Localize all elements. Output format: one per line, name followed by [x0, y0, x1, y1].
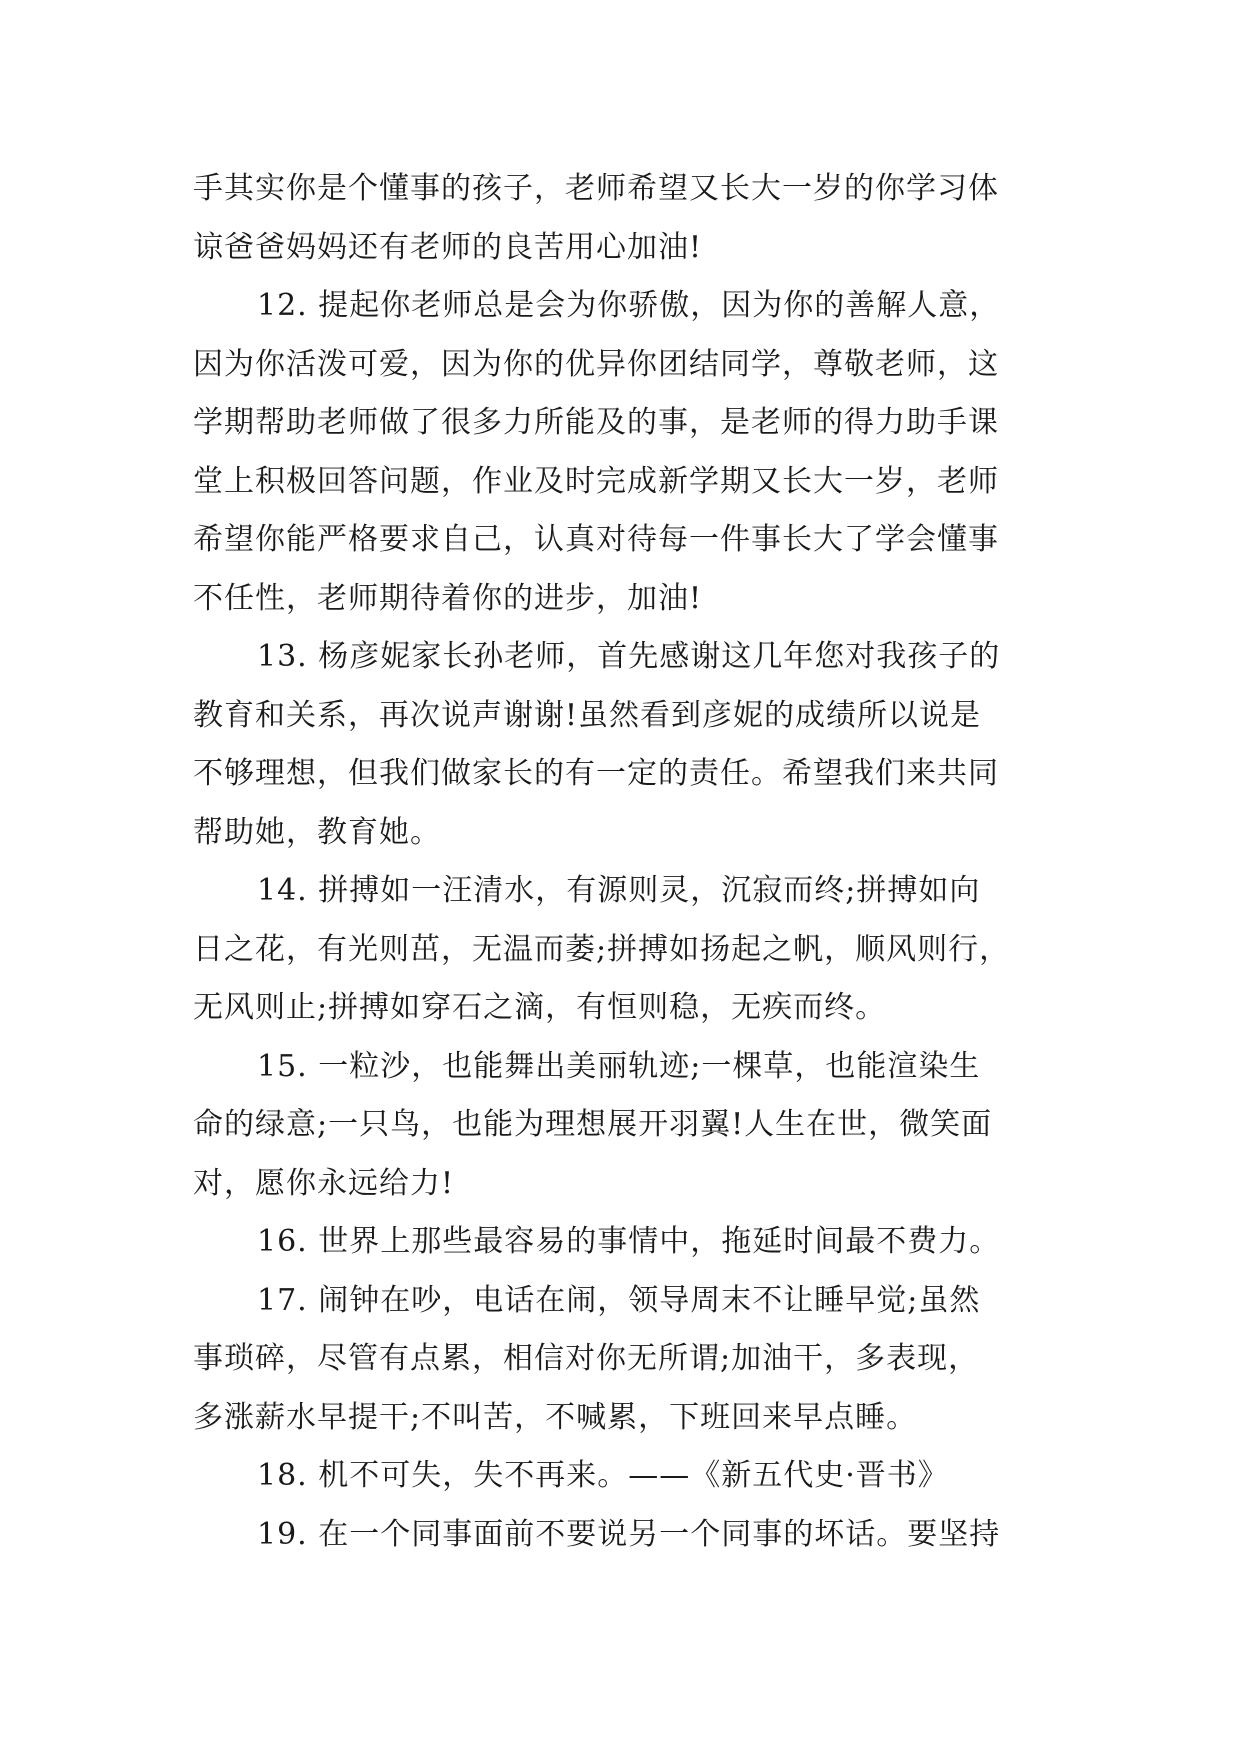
text-line: 16. 世界上那些最容易的事情中，拖延时间最不费力。 — [257, 1224, 1001, 1259]
paragraph-11-continuation — [193, 160, 1073, 277]
paragraph-13 — [193, 628, 1073, 862]
text-line: 学期帮助老师做了很多力所能及的事，是老师的得力助手课 — [193, 405, 999, 440]
text-line: 17. 闹钟在吵，电话在闹，领导周末不让睡早觉;虽然 — [257, 1282, 981, 1318]
text-line: 19. 在一个同事面前不要说另一个同事的坏话。要坚持 — [257, 1516, 1001, 1552]
paragraph-18 — [193, 1447, 1073, 1506]
text-line: 14. 拼搏如一汪清水，有源则灵，沉寂而终;拼搏如向 — [257, 873, 981, 908]
text-line: 帮助她，教育她。 — [193, 814, 441, 850]
text-line: 谅爸爸妈妈还有老师的良苦用心加油! — [193, 229, 703, 265]
text-line: 13. 杨彦妮家长孙老师，首先感谢这几年您对我孩子的 — [257, 639, 1001, 674]
paragraph-15 — [193, 1038, 1073, 1214]
document-body — [193, 160, 1073, 1564]
text-line: 教育和关系，再次说声谢谢!虽然看到彦妮的成绩所以说是 — [193, 697, 982, 733]
text-line: 手其实你是个懂事的孩子，老师希望又长大一岁的你学习体 — [193, 171, 999, 206]
text-line: 希望你能严格要求自己，认真对待每一件事长大了学会懂事 — [193, 522, 999, 557]
text-line: 15. 一粒沙，也能舞出美丽轨迹;一棵草，也能渲染生 — [257, 1048, 981, 1084]
paragraph-14 — [193, 862, 1073, 1038]
text-line: 事琐碎，尽管有点累，相信对你无所谓;加油干，多表现， — [193, 1341, 980, 1376]
text-line: 对，愿你永远给力! — [193, 1165, 455, 1201]
text-line: 不任性，老师期待着你的进步，加油! — [193, 580, 703, 616]
text-line: 多涨薪水早提干;不叫苦，不喊累，下班回来早点睡。 — [193, 1399, 918, 1435]
text-line: 12. 提起你老师总是会为你骄傲，因为你的善解人意， — [257, 288, 1001, 323]
paragraph-16 — [193, 1213, 1073, 1272]
paragraph-17 — [193, 1272, 1073, 1448]
paragraph-12 — [193, 277, 1073, 628]
text-line: 无风则止;拼搏如穿石之滴，有恒则稳，无疾而终。 — [193, 990, 887, 1025]
text-line: 不够理想，但我们做家长的有一定的责任。希望我们来共同 — [193, 756, 999, 791]
paragraph-19 — [193, 1506, 1073, 1565]
text-line: 命的绿意;一只鸟，也能为理想展开羽翼!人生在世，微笑面 — [193, 1107, 993, 1142]
text-line: 因为你活泼可爱，因为你的优异你团结同学，尊敬老师，这 — [193, 346, 999, 382]
text-line: 日之花，有光则茁，无温而萎;拼搏如扬起之帆，顺风则行， — [193, 931, 1011, 967]
text-line: 18. 机不可失，失不再来。——《新五代史·晋书》 — [257, 1458, 949, 1493]
text-line: 堂上积极回答问题，作业及时完成新学期又长大一岁，老师 — [193, 463, 999, 499]
